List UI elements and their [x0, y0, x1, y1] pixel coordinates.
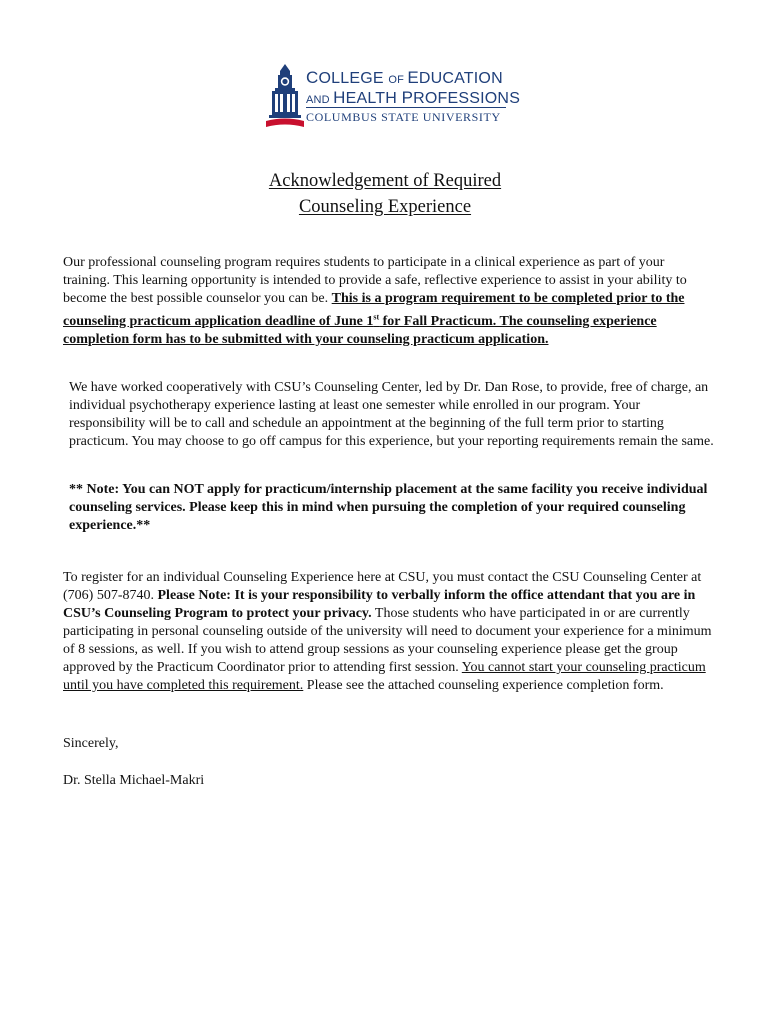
closing: Sincerely,	[63, 736, 119, 751]
title-line-1: Acknowledgement of Required	[268, 171, 502, 191]
title-line-2: Counseling Experience	[298, 197, 472, 217]
counseling-center-paragraph: We have worked cooperatively with CSU’s Counseling Center, led by Dr. Dan Rose, to provide, free of charge, an individual psychotherapy experience lasting at least one semester while enrolled in our program. Your responsibility will be to call and schedule an appointment at the beginning of the full term prior to starting practicum. You may choose to go off campus for this experience, but your reporting requirements remain the same.	[69, 380, 714, 449]
note-paragraph: ** Note: You can NOT apply for practicum/internship placement at the same facility you receive individual counseling services. Please keep this in mind when pursuing the completion of your required counseling experience.**	[69, 482, 708, 533]
logo-line-health: AND HEALTH PROFESSIONS	[306, 88, 521, 107]
intro-paragraph: Our professional counseling program requires students to participate in a clinical experience as part of your training. This learning opportunity is intended to provide a safe, reflective experience to assist in your ability to become the best possible counselor you can be. This is a program requirement to be completed prior to the counseling practicum application deadline of June 1st for Fall Practicum. The counseling experience completion form has to be submitted with your counseling practicum application.	[63, 255, 687, 347]
signature-name: Dr. Stella Michael-Makri	[63, 773, 205, 788]
college-logo	[266, 63, 521, 129]
document-title	[0, 168, 770, 220]
clock-tower-icon	[266, 63, 304, 127]
logo-university: COLUMBUS STATE UNIVERSITY	[306, 110, 501, 124]
logo-divider	[306, 107, 506, 108]
registration-paragraph: To register for an individual Counseling Experience here at CSU, you must contact the CSU Counseling Center at (706) 507-8740. Please Note: It is your responsibility to verbally inform the office attendant that you are in CSU’s Counseling Program to protect your privacy. Those students who have participated in or are currently participating in personal counseling outside of the university will need to document your experience for a minimum of 8 sessions, as well. If you wish to attend group sessions as your counseling experience please get the group approved by the Practicum Coordinator prior to attending first session. You cannot start your counseling practicum until you have completed this requirement. Please see the attached counseling experience completion form.	[63, 570, 712, 693]
logo-line-college: COLLEGE OF EDUCATION	[306, 68, 503, 87]
